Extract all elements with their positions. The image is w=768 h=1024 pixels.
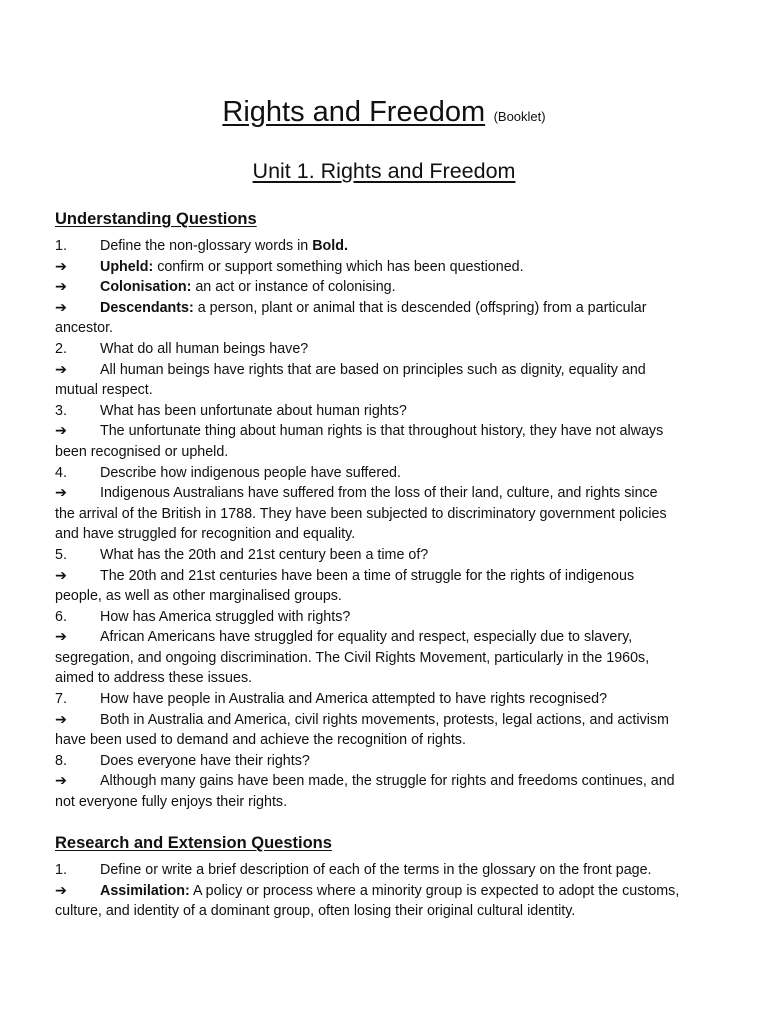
arrow-icon: ➔ xyxy=(55,279,67,296)
question-8 xyxy=(55,751,715,772)
question-text: What has been unfortunate about human rights? xyxy=(100,402,407,419)
question-5 xyxy=(55,545,715,566)
question-text: What has the 20th and 21st century been a time of? xyxy=(100,546,429,563)
question-2 xyxy=(55,339,715,360)
research-heading: Research and Extension Questions xyxy=(55,834,332,852)
term: Upheld: xyxy=(100,258,154,275)
question-number: 1. xyxy=(55,862,67,878)
definition-text: confirm or support something which has been questioned. xyxy=(153,258,524,275)
bold-word: Bold. xyxy=(312,238,348,254)
question-number: 4. xyxy=(55,464,67,481)
question-number: 5. xyxy=(55,546,67,563)
question-6 xyxy=(55,607,715,628)
question-text: Describe how indigenous people have suffered. xyxy=(100,464,401,481)
answer-7 xyxy=(55,710,715,731)
booklet-label: (Booklet) xyxy=(493,109,546,124)
answer-text: Although many gains have been made, the struggle for rights and freedoms continues, and xyxy=(100,773,675,790)
arrow-icon: ➔ xyxy=(55,485,67,502)
answer-8 xyxy=(55,771,715,792)
research-questions xyxy=(55,860,715,922)
answer-4 xyxy=(55,483,715,504)
answer-continuation: the arrival of the British in 1788. They have been subjected to discriminatory government policies xyxy=(55,505,667,522)
answer-5 xyxy=(55,566,715,587)
research-question-1 xyxy=(55,860,715,881)
unit-title: Unit 1. Rights and Freedom xyxy=(252,159,516,183)
question-number: 2. xyxy=(55,340,67,357)
question-text: Define the non-glossary words in xyxy=(100,238,313,254)
question-number: 8. xyxy=(55,752,67,769)
question-number: 1. xyxy=(55,238,67,254)
understanding-questions xyxy=(55,236,715,813)
answer-2 xyxy=(55,360,715,381)
arrow-icon: ➔ xyxy=(55,299,67,316)
question-1 xyxy=(55,236,715,257)
question-text: How have people in Australia and America attempted to have rights recognised? xyxy=(100,691,608,708)
term: Descendants: xyxy=(100,299,194,316)
arrow-icon: ➔ xyxy=(55,773,67,790)
arrow-icon: ➔ xyxy=(55,361,67,378)
understanding-heading: Understanding Questions xyxy=(55,210,257,228)
booklet-title: Rights and Freedom xyxy=(222,96,486,128)
question-text: Does everyone have their rights? xyxy=(100,752,310,769)
answer-6 xyxy=(55,627,715,648)
arrow-icon: ➔ xyxy=(55,567,67,584)
definition-descendants xyxy=(55,298,715,319)
term: Assimilation: xyxy=(100,882,190,899)
question-text: Define or write a brief description of each of the terms in the glossary on the front page. xyxy=(100,862,652,878)
document-title xyxy=(0,92,768,137)
definition-continuation: culture, and identity of a dominant group, often losing their original cultural identity. xyxy=(55,903,576,920)
answer-text: The 20th and 21st centuries have been a time of struggle for the rights of indigenous xyxy=(100,567,635,584)
definition-text: a person, plant or animal that is descended (offspring) from a particular xyxy=(193,299,647,316)
question-number: 3. xyxy=(55,402,67,419)
answer-continuation: not everyone fully enjoys their rights. xyxy=(55,794,288,811)
answer-continuation: mutual respect. xyxy=(55,382,153,399)
arrow-icon: ➔ xyxy=(55,258,67,275)
definition-upheld xyxy=(55,257,715,278)
question-7 xyxy=(55,689,715,710)
question-4 xyxy=(55,463,715,484)
answer-continuation: have been used to demand and achieve the recognition of rights. xyxy=(55,732,466,749)
question-number: 6. xyxy=(55,608,67,625)
definition-colonisation xyxy=(55,277,715,298)
definition-continuation: ancestor. xyxy=(55,320,114,337)
answer-text: All human beings have rights that are based on principles such as dignity, equality and xyxy=(100,361,646,378)
definition-text: an act or instance of colonising. xyxy=(191,279,396,296)
answer-continuation: people, as well as other marginalised groups. xyxy=(55,588,342,605)
arrow-icon: ➔ xyxy=(55,423,67,440)
term: Colonisation: xyxy=(100,279,192,296)
answer-text: Both in Australia and America, civil rights movements, protests, legal actions, and activism xyxy=(100,711,669,728)
question-3 xyxy=(55,401,715,422)
answer-continuation: and have struggled for recognition and equality. xyxy=(55,526,356,543)
arrow-icon: ➔ xyxy=(55,882,67,899)
answer-continuation: aimed to address these issues. xyxy=(55,670,253,687)
definition-text: A policy or process where a minority group is expected to adopt the customs, xyxy=(189,882,680,899)
arrow-icon: ➔ xyxy=(55,711,67,728)
answer-text: African Americans have struggled for equality and respect, especially due to slavery, xyxy=(100,629,633,646)
question-text: What do all human beings have? xyxy=(100,340,309,357)
question-text: How has America struggled with rights? xyxy=(100,608,351,625)
answer-3 xyxy=(55,421,715,442)
answer-text: The unfortunate thing about human rights is that throughout history, they have not always xyxy=(100,423,664,440)
definition-assimilation xyxy=(55,881,715,902)
question-number: 7. xyxy=(55,691,67,708)
answer-continuation: been recognised or upheld. xyxy=(55,443,229,460)
answer-text: Indigenous Australians have suffered from the loss of their land, culture, and rights since xyxy=(100,485,658,502)
answer-continuation: segregation, and ongoing discrimination. The Civil Rights Movement, particularly in the 1960s, xyxy=(55,649,650,666)
arrow-icon: ➔ xyxy=(55,629,67,646)
